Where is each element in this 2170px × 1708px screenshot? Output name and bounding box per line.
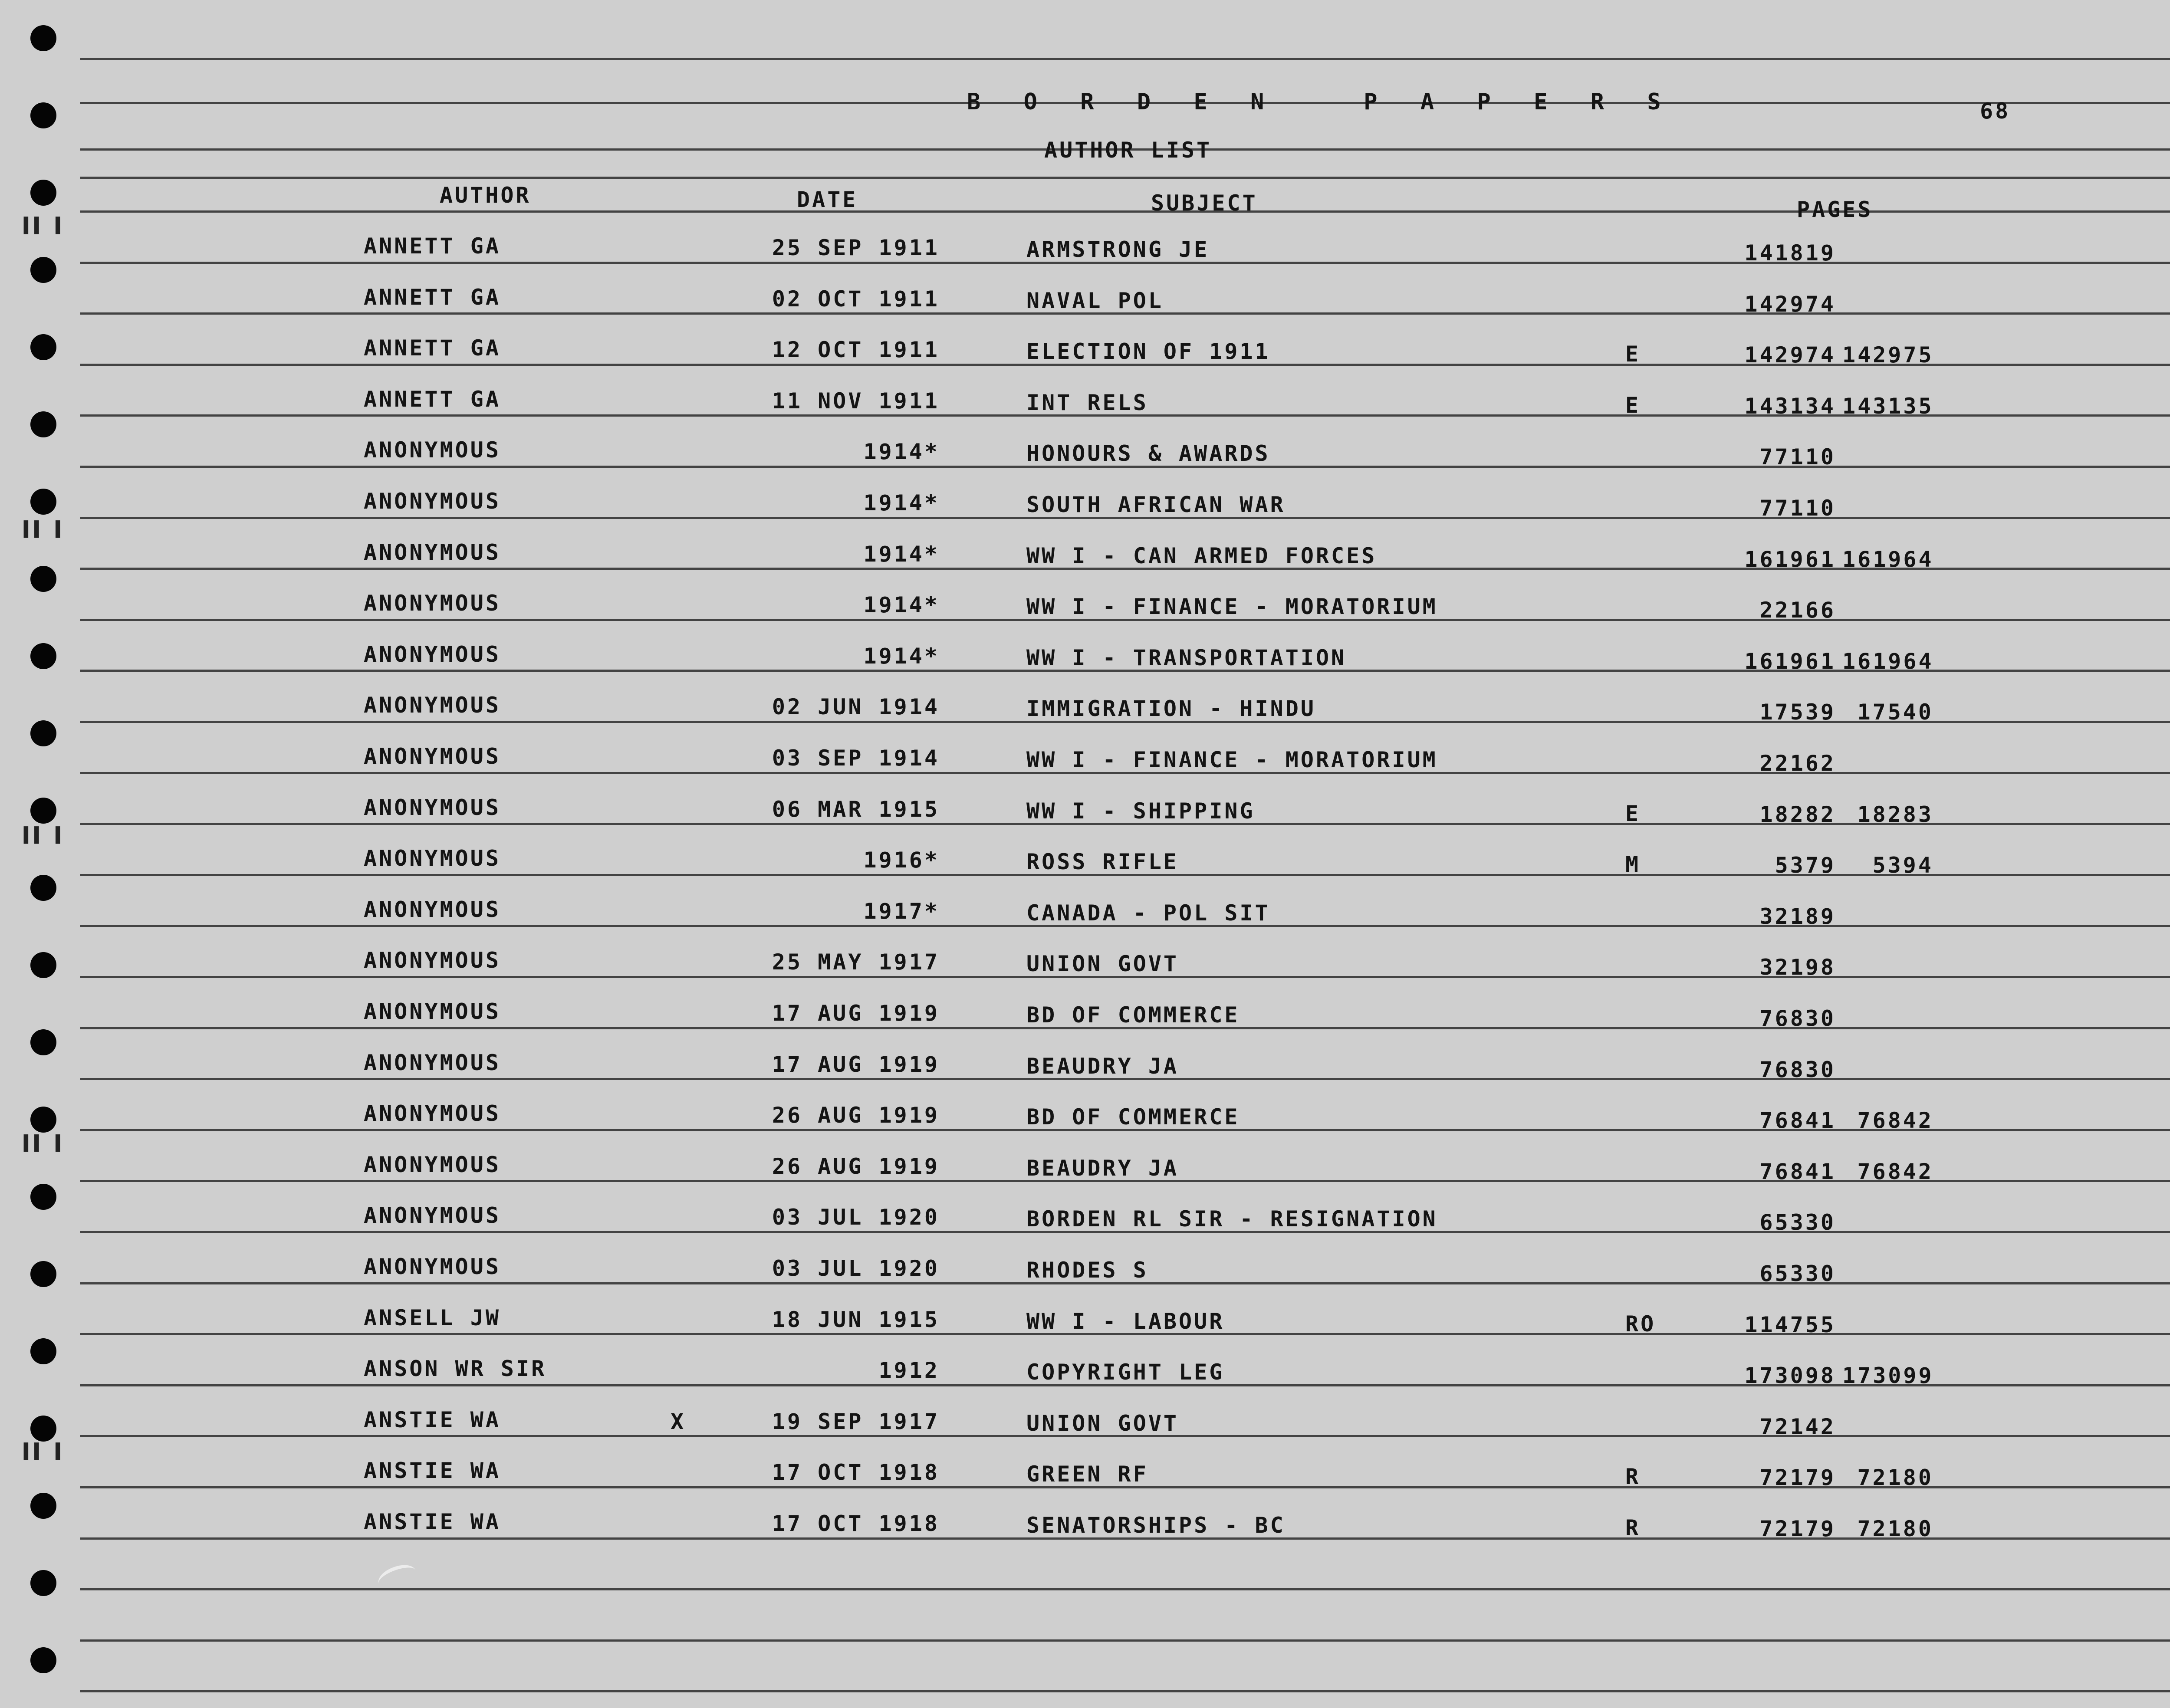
tractor-hole [30,643,56,669]
cell-flag: X [671,1409,686,1434]
tractor-hole [30,334,56,360]
cell-author: ANONYMOUS [364,489,501,514]
cell-date: 17 AUG 1919 [772,1052,940,1077]
cell-author: ANONYMOUS [364,999,501,1024]
cell-subject: RHODES S [1026,1258,1148,1283]
cell-date: 1914* [863,439,940,464]
cell-author: ANSTIE WA [364,1407,501,1432]
ruled-line [80,1639,2170,1642]
cell-author: ANONYMOUS [364,591,501,616]
cell-date: 17 OCT 1918 [772,1460,940,1485]
tractor-hole [30,180,56,206]
edge-mark: ▌▌ ▌ [24,1135,66,1152]
cell-date: 26 AUG 1919 [772,1103,940,1128]
cell-page-start: 76841 [1759,1159,1836,1184]
cell-page-end: 173099 [1842,1363,1934,1388]
cell-author: ANONYMOUS [364,1152,501,1177]
cell-subject: IMMIGRATION - HINDU [1026,696,1316,721]
cell-page-start: 76830 [1759,1006,1836,1031]
tractor-hole [30,1416,56,1442]
cell-subject: UNION GOVT [1026,951,1179,976]
page-number: 68 [1980,99,2011,124]
tractor-hole [30,952,56,978]
column-header-author: AUTHOR [440,183,531,208]
cell-page-start: 142974 [1744,292,1836,317]
cell-page-start: 32189 [1759,904,1836,929]
cell-subject: CANADA - POL SIT [1026,900,1270,926]
cell-date: 25 MAY 1917 [772,949,940,975]
cell-author: ANNETT GA [364,335,501,361]
report-subtitle: AUTHOR LIST [1044,138,1212,163]
tractor-hole [30,875,56,901]
cell-subject: GREEN RF [1026,1462,1148,1487]
cell-date: 25 SEP 1911 [772,235,940,260]
cell-author: ANNETT GA [364,233,501,259]
cell-subject: WW I - LABOUR [1026,1309,1225,1334]
cell-date: 18 JUN 1915 [772,1307,940,1332]
cell-date: 02 JUN 1914 [772,694,940,719]
cell-author: ANONYMOUS [364,642,501,667]
column-header-subject: SUBJECT [1151,191,1258,216]
cell-date: 02 OCT 1911 [772,286,940,312]
cell-page-start: 76830 [1759,1057,1836,1082]
cell-author: ANNETT GA [364,285,501,310]
cell-date: 1914* [863,542,940,567]
tractor-hole [30,1261,56,1287]
cell-subject: BEAUDRY JA [1026,1054,1179,1079]
cell-page-end: 5394 [1872,853,1933,878]
cell-author: ANONYMOUS [364,744,501,769]
edge-mark: ▌▌ ▌ [24,1443,66,1460]
cell-page-start: 22162 [1759,751,1836,776]
cell-author: ANONYMOUS [364,897,501,922]
column-header-pages: PAGES [1797,197,1873,222]
cell-page-start: 77110 [1759,444,1836,470]
cell-date: 26 AUG 1919 [772,1154,940,1179]
cell-page-end: 72180 [1857,1516,1933,1541]
cell-subject: HONOURS & AWARDS [1026,441,1270,466]
cell-page-start: 22166 [1759,598,1836,623]
tractor-hole [30,566,56,592]
tractor-hole [30,102,56,128]
cell-date: 06 MAR 1915 [772,797,940,822]
cell-subject: INT RELS [1026,390,1148,415]
cell-date: 1914* [863,592,940,618]
cell-subject: UNION GOVT [1026,1411,1179,1436]
cell-date: 1914* [863,644,940,669]
cell-page-end: 161964 [1842,547,1934,572]
ruled-line [80,1690,2170,1692]
cell-subject: NAVAL POL [1026,288,1164,313]
cell-page-start: 141819 [1744,240,1836,266]
cell-subject: ELECTION OF 1911 [1026,339,1270,364]
cell-subject: SOUTH AFRICAN WAR [1026,492,1286,517]
cell-subject: WW I - FINANCE - MORATORIUM [1026,747,1438,772]
cell-page-start: 143134 [1744,394,1836,419]
cell-page-start: 142974 [1744,342,1836,368]
cell-page-start: 173098 [1744,1363,1836,1388]
cell-subject: WW I - FINANCE - MORATORIUM [1026,594,1438,619]
cell-page-end: 76842 [1857,1159,1933,1184]
cell-date: 1914* [863,490,940,516]
tractor-hole [30,1647,56,1673]
cell-author: ANONYMOUS [364,1101,501,1126]
cell-author: ANSTIE WA [364,1458,501,1483]
cell-page-start: 17539 [1759,700,1836,725]
cell-subject: BD OF COMMERCE [1026,1002,1240,1028]
cell-page-end: 143135 [1842,394,1934,419]
tractor-hole [30,25,56,51]
cell-author: ANONYMOUS [364,437,501,463]
cell-page-start: 72142 [1759,1414,1836,1439]
cell-code: E [1625,801,1641,826]
column-header-date: DATE [797,187,858,212]
cell-page-start: 161961 [1744,649,1836,674]
cell-page-start: 72179 [1759,1516,1836,1541]
tractor-hole [30,720,56,746]
cell-date: 1912 [878,1358,940,1383]
cell-code: E [1625,342,1641,367]
cell-date: 03 SEP 1914 [772,746,940,771]
cell-author: ANSELL JW [364,1305,501,1330]
cell-code: R [1625,1515,1641,1540]
cell-page-start: 76841 [1759,1108,1836,1133]
cell-date: 03 JUL 1920 [772,1205,940,1230]
tractor-hole [30,1029,56,1055]
cell-author: ANNETT GA [364,387,501,412]
cell-author: ANONYMOUS [364,948,501,973]
cell-page-start: 5379 [1775,853,1836,878]
cell-author: ANONYMOUS [364,693,501,718]
cell-author: ANSON WR SIR [364,1356,547,1381]
cell-page-start: 161961 [1744,547,1836,572]
cell-date: 17 OCT 1918 [772,1511,940,1536]
cell-subject: WW I - CAN ARMED FORCES [1026,543,1377,568]
edge-mark: ▌▌ ▌ [24,827,66,844]
cell-author: ANONYMOUS [364,1050,501,1075]
cell-code: E [1625,393,1641,418]
cell-page-start: 18282 [1759,802,1836,827]
cell-page-start: 65330 [1759,1210,1836,1235]
cell-author: ANONYMOUS [364,540,501,565]
cell-date: 03 JUL 1920 [772,1256,940,1281]
cell-subject: ROSS RIFLE [1026,849,1179,874]
tractor-hole [30,1107,56,1133]
cell-page-end: 142975 [1842,342,1934,368]
ruled-line [80,58,2170,60]
cell-author: ANONYMOUS [364,795,501,820]
cell-author: ANONYMOUS [364,846,501,871]
cell-page-start: 114755 [1744,1312,1836,1337]
cell-page-start: 65330 [1759,1261,1836,1286]
cell-page-end: 18283 [1857,802,1933,827]
tractor-hole [30,411,56,437]
cell-date: 11 NOV 1911 [772,388,940,414]
tractor-hole [30,1570,56,1596]
cell-subject: ARMSTRONG JE [1026,237,1210,262]
cell-page-start: 72179 [1759,1465,1836,1490]
cell-subject: WW I - SHIPPING [1026,798,1255,824]
cell-date: 1916* [863,847,940,873]
cell-subject: BORDEN RL SIR - RESIGNATION [1026,1206,1438,1232]
cell-page-end: 17540 [1857,700,1933,725]
edge-mark: ▌▌ ▌ [24,521,66,538]
cell-code: M [1625,852,1641,877]
cell-date: 12 OCT 1911 [772,337,940,362]
report-title: B O R D E N P A P E R S [967,89,1676,115]
tractor-hole [30,1338,56,1364]
cell-author: ANSTIE WA [364,1509,501,1534]
cell-page-end: 72180 [1857,1465,1933,1490]
cell-subject: BEAUDRY JA [1026,1156,1179,1181]
tractor-hole [30,257,56,283]
cell-date: 19 SEP 1917 [772,1409,940,1434]
cell-subject: WW I - TRANSPORTATION [1026,645,1347,670]
cell-author: ANONYMOUS [364,1254,501,1279]
tractor-hole [30,1493,56,1519]
cell-date: 17 AUG 1919 [772,1001,940,1026]
cell-author: ANONYMOUS [364,1203,501,1228]
cell-code: RO [1625,1311,1656,1337]
cell-date: 1917* [863,899,940,924]
tractor-hole [30,798,56,824]
cell-page-end: 161964 [1842,649,1934,674]
cell-code: R [1625,1464,1641,1489]
cell-subject: COPYRIGHT LEG [1026,1360,1225,1385]
cell-page-start: 32198 [1759,955,1836,980]
cell-subject: BD OF COMMERCE [1026,1104,1240,1130]
cell-page-start: 77110 [1759,496,1836,521]
ruled-line [80,177,2170,179]
tractor-hole [30,1184,56,1210]
edge-mark: ▌▌ ▌ [24,217,66,234]
tractor-hole [30,489,56,515]
cell-page-end: 76842 [1857,1108,1933,1133]
cell-subject: SENATORSHIPS - BC [1026,1513,1286,1538]
